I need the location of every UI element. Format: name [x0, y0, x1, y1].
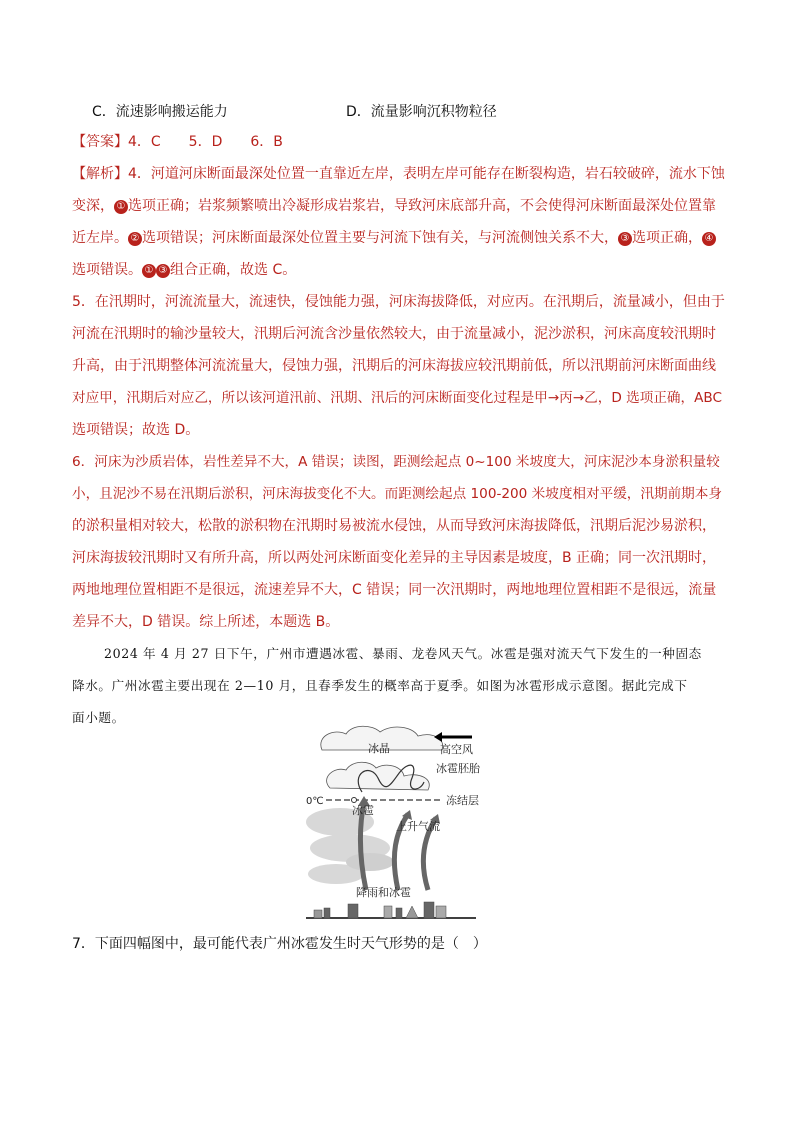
analysis-q5-line2: 河流在汛期时的输沙量较大，汛期后河流含沙量依然较大，由于流量减小，泥沙淤积，河床高度较汛期时 — [72, 326, 716, 342]
analysis-q6-line2: 小，且泥沙不易在汛期后淤积，河床海拔变化不大。而距测绘起点 100-200 米坡度相对平缓，汛期前期本身 — [72, 486, 722, 502]
storm-cloud — [321, 726, 443, 790]
question-7: 7．下面四幅图中，最可能代表广州冰雹发生时天气形势的是（ ） — [72, 936, 487, 952]
hail-formation-diagram — [300, 722, 490, 922]
analysis-q6-line3: 的淤积量相对较大，松散的淤积物在汛期时易被流水侵蚀，从而导致河床海拔降低，汛期后泥沙易淤积， — [72, 518, 716, 534]
q4-l3c: 选项正确， — [632, 230, 702, 246]
circled-3b: ③ — [156, 264, 170, 278]
circled-1: ① — [114, 200, 128, 214]
analysis-tag: 【解析】 — [72, 166, 128, 182]
circled-2: ② — [128, 232, 142, 246]
q4-l2b: 选项正确；岩浆频繁喷出冷凝形成岩浆岩，导致河床底部升高，不会使得河床断面最深处位置靠 — [128, 198, 716, 214]
high-wind-arrow — [434, 732, 472, 742]
analysis-q5-line1: 5．在汛期时，河流流量大，流速快，侵蚀能力强，河床海拔降低，对应丙。在汛期后，流量减小，但由于 — [72, 294, 725, 310]
circled-4: ④ — [702, 232, 716, 246]
option-d: D．流量影响沉积物粒径 — [346, 104, 497, 120]
analysis-q5-line5: 选项错误；故选 D。 — [72, 422, 200, 438]
label-hail: 冰雹 — [352, 804, 374, 817]
passage-line3: 面小题。 — [72, 710, 125, 725]
q4-l4b: 组合正确，故选 C。 — [170, 262, 297, 278]
analysis-q6-line1: 6．河床为沙质岩体，岩性差异不大，A 错误；读图，距测绘起点 0~100 米坡度大，河床泥沙本身淤积量较 — [72, 454, 720, 470]
analysis-q6-line4: 河床海拔较汛期时又有所升高，所以两处河床断面变化差异的主导因素是坡度，B 正确；同一次汛期时， — [72, 550, 717, 566]
analysis-q6-line5: 两地地理位置相距不是很远，流速差异不大，C 错误；同一次汛期时，两地地理位置相距不是很远，流量 — [72, 582, 717, 598]
lower-cloud-shading — [306, 808, 394, 884]
passage-line1: 2024 年 4 月 27 日下午，广州市遭遇冰雹、暴雨、龙卷风天气。冰雹是强对流天气下发生的一种固态 — [104, 646, 702, 661]
analysis-q4-line2 — [72, 196, 716, 216]
circled-3: ③ — [618, 232, 632, 246]
label-updraft: 上升气流 — [396, 820, 440, 833]
q4-l3a: 近左岸。 — [72, 230, 128, 246]
label-zero-c: 0℃ — [306, 796, 324, 807]
answer-tag: 【答案】 — [72, 134, 128, 150]
analysis-q5-line3: 升高，由于汛期整体河流流量大，侵蚀力强，汛期后的河床海拔应较汛期前低，所以汛期前河床断面曲线 — [72, 358, 716, 374]
circled-1b: ① — [142, 264, 156, 278]
analysis-q5-line4: 对应甲，汛期后对应乙，所以该河道汛前、汛期、汛后的河床断面变化过程是甲→丙→乙，D 选项正确，ABC — [72, 390, 722, 406]
label-freezing-layer: 冻结层 — [446, 794, 479, 807]
answer-text: 4．C 5．D 6．B — [128, 134, 283, 150]
q4-l3b: 选项错误；河床断面最深处位置主要与河流下蚀有关，与河流侧蚀关系不大， — [142, 230, 618, 246]
q4-l2a: 变深， — [72, 198, 114, 214]
passage-line2: 降水。广州冰雹主要出现在 2—10 月，且春季发生的概率高于夏季。如图为冰雹形成示意图。据此完成下 — [72, 678, 688, 693]
analysis-q4-line4 — [72, 260, 296, 280]
option-c: C．流速影响搬运能力 — [92, 104, 228, 120]
q4-l4a: 选项错误。 — [72, 262, 142, 278]
label-embryo: 冰雹胚胎 — [436, 762, 480, 775]
analysis-q4-line3 — [72, 228, 716, 248]
label-high-wind: 高空风 — [440, 743, 473, 756]
label-rain-hail: 降雨和冰雹 — [356, 886, 411, 899]
analysis-q6-line6: 差异不大，D 错误。综上所述，本题选 B。 — [72, 614, 340, 630]
answer-line — [72, 132, 283, 152]
hailstone-dot — [352, 798, 357, 803]
analysis-q4-text1: 4．河道河床断面最深处位置一直靠近左岸，表明左岸可能存在断裂构造，岩石较破碎，流水下蚀 — [128, 166, 725, 182]
buildings — [314, 902, 446, 918]
analysis-q4-line1 — [72, 164, 725, 184]
label-ice-crystal: 冰晶 — [368, 742, 390, 755]
